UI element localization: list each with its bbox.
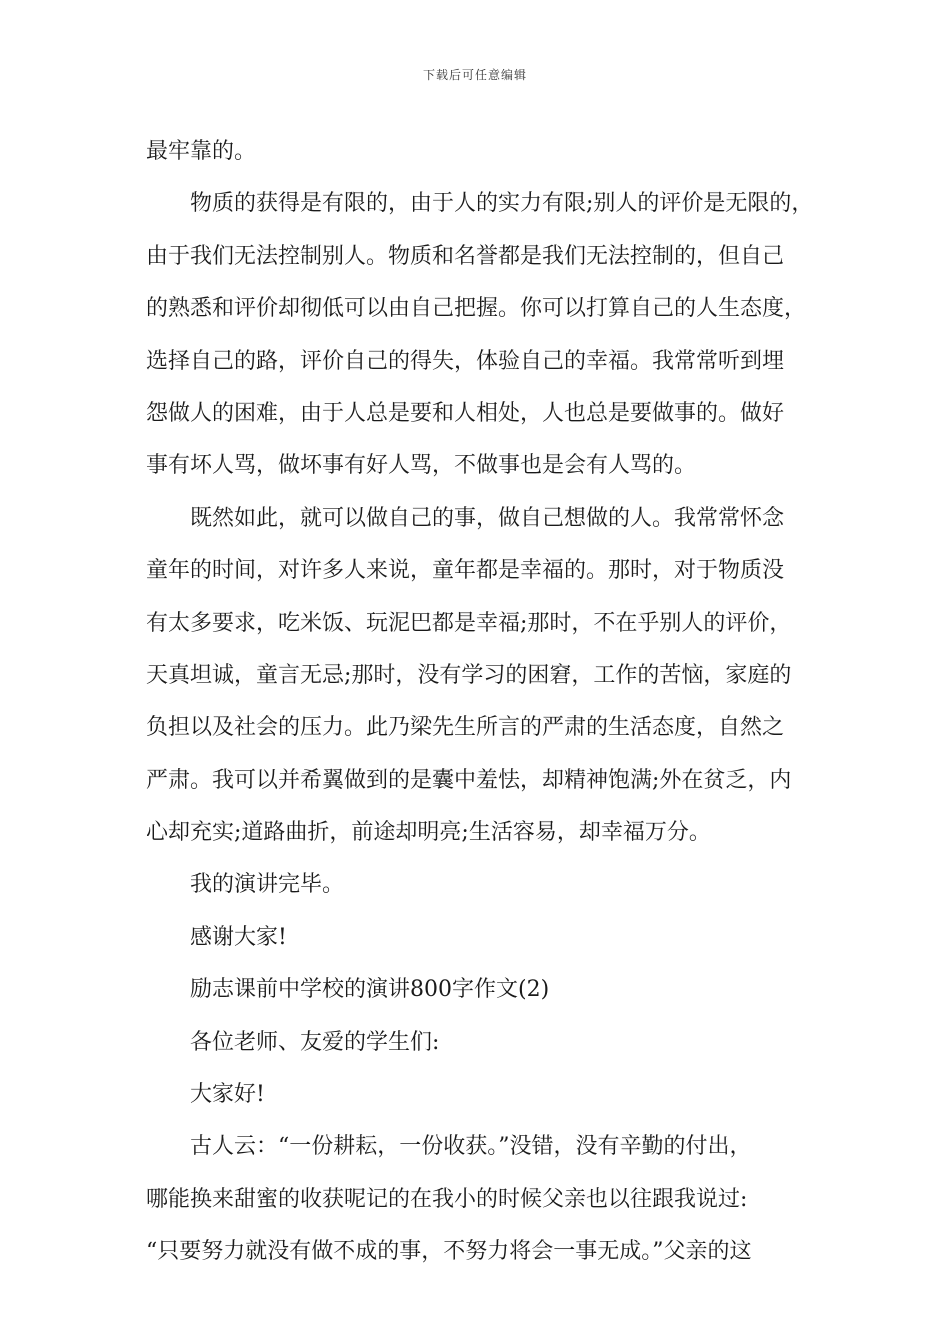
document-body <box>146 126 826 1279</box>
text-line: 天真坦诚，童言无忌;那时，没有学习的困窘，工作的苦恼，家庭的 <box>146 662 792 688</box>
text-line: 物质的获得是有限的，由于人的实力有限;别人的评价是无限的， <box>190 191 814 217</box>
text-line: 事有坏人骂，做坏事有好人骂，不做事也是会有人骂的。 <box>146 453 697 479</box>
text-line: 古人云：“一份耕耘，一份收获。”没错，没有辛勤的付出， <box>190 1134 752 1160</box>
text-line: 有太多要求，吃米饭、玩泥巴都是幸福;那时，不在乎别人的评价， <box>146 610 792 636</box>
text-line: 励志课前中学校的演讲800字作文(2) <box>190 977 550 1003</box>
page-header-note: 下载后可任意编辑 <box>422 68 527 82</box>
text-line: 由于我们无法控制别人。物质和名誉都是我们无法控制的，但自己 <box>146 243 785 269</box>
text-line: 哪能换来甜蜜的收获呢记的在我小的时候父亲也以往跟我说过: <box>146 1186 748 1212</box>
text-line: 选择自己的路，评价自己的得失，体验自己的幸福。我常常听到埋 <box>146 348 785 374</box>
text-line: 心却充实;道路曲折，前途却明亮;生活容易，却幸福万分。 <box>146 820 711 846</box>
text-line: 感谢大家! <box>190 924 287 950</box>
text-line: 既然如此，就可以做自己的事，做自己想做的人。我常常怀念 <box>190 505 785 531</box>
text-line: 童年的时间，对许多人来说，童年都是幸福的。那时，对于物质没 <box>146 558 785 584</box>
text-line: 我的演讲完毕。 <box>190 872 345 898</box>
text-line: 负担以及社会的压力。此乃梁先生所言的严肃的生活态度，自然之 <box>146 715 785 741</box>
text-line: 的熟悉和评价却彻低可以由自己把握。你可以打算自己的人生态度， <box>146 296 807 322</box>
text-line: 大家好! <box>190 1082 265 1108</box>
text-line: 最牢靠的。 <box>146 139 257 164</box>
text-line: 各位老师、友爱的学生们: <box>190 1029 440 1055</box>
text-line: “只要努力就没有做不成的事，不努力将会一事无成。”父亲的这 <box>146 1239 752 1265</box>
text-line: 怨做人的困难，由于人总是要和人相处，人也总是要做事的。做好 <box>146 400 785 426</box>
text-line: 严肃。我可以并希翼做到的是囊中羞怯，却精神饱满;外在贫乏，内 <box>146 767 792 793</box>
